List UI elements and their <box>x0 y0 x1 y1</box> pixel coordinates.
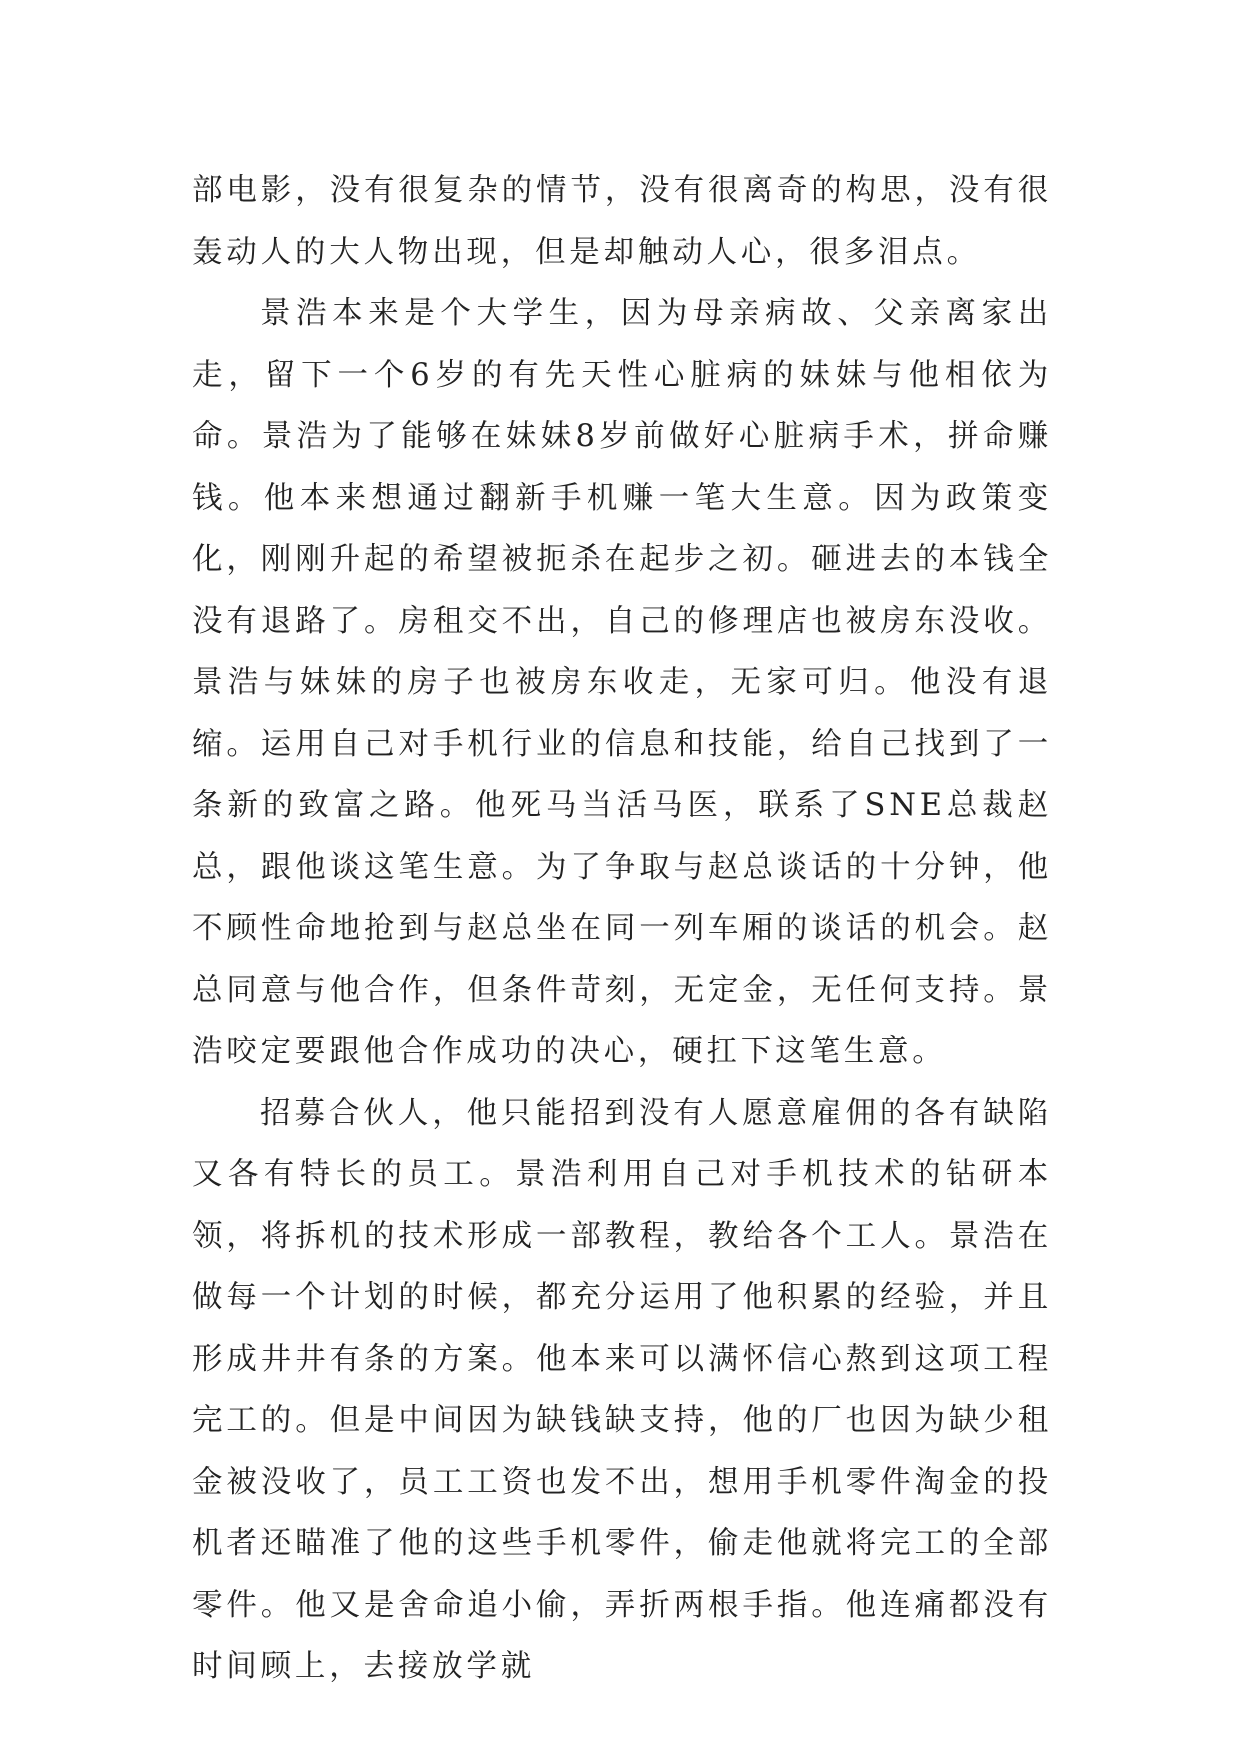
paragraph-continued: 部电影，没有很复杂的情节，没有很离奇的构思，没有很轰动人的大人物出现，但是却触动人心，很多泪点。 <box>192 173 1052 270</box>
paragraph-jinghao-background: 景浩本来是个大学生，因为母亲病故、父亲离家出走，留下一个6岁的有先天性心脏病的妹妹与他相依为命。景浩为了能够在妹妹8岁前做好心脏病手术，拼命赚钱。他本来想通过翻新手机赚一笔大生意。因为政策变化，刚刚升起的希望被扼杀在起步之初。砸进去的本钱全没有退路了。房租交不出，自己的修理店也被房东没收。景浩与妹妹的房子也被房东收走，无家可归。他没有退缩。运用自己对手机行业的信息和技能，给自己找到了一条新的致富之路。他死马当活马医，联系了SNE总裁赵总，跟他谈这笔生意。为了争取与赵总谈话的十分钟，他不顾性命地抢到与赵总坐在同一列车厢的谈话的机会。赵总同意与他合作，但条件苛刻，无定金，无任何支持。景浩咬定要跟他合作成功的决心，硬扛下这笔生意。 <box>192 296 1052 1069</box>
paragraph-recruiting-partners: 招募合伙人，他只能招到没有人愿意雇佣的各有缺陷又各有特长的员工。景浩利用自己对手机技术的钻研本领，将拆机的技术形成一部教程，教给各个工人。景浩在做每一个计划的时候，都充分运用了他积累的经验，并且形成井井有条的方案。他本来可以满怀信心熬到这项工程完工的。但是中间因为缺钱缺支持，他的厂也因为缺少租金被没收了，员工工资也发不出，想用手机零件淘金的投机者还瞄准了他的这些手机零件，偷走他就将完工的全部零件。他又是舍命追小偷，弄折两根手指。他连痛都没有时间顾上，去接放学就 <box>192 1095 1052 1684</box>
document-body <box>192 160 1052 1698</box>
